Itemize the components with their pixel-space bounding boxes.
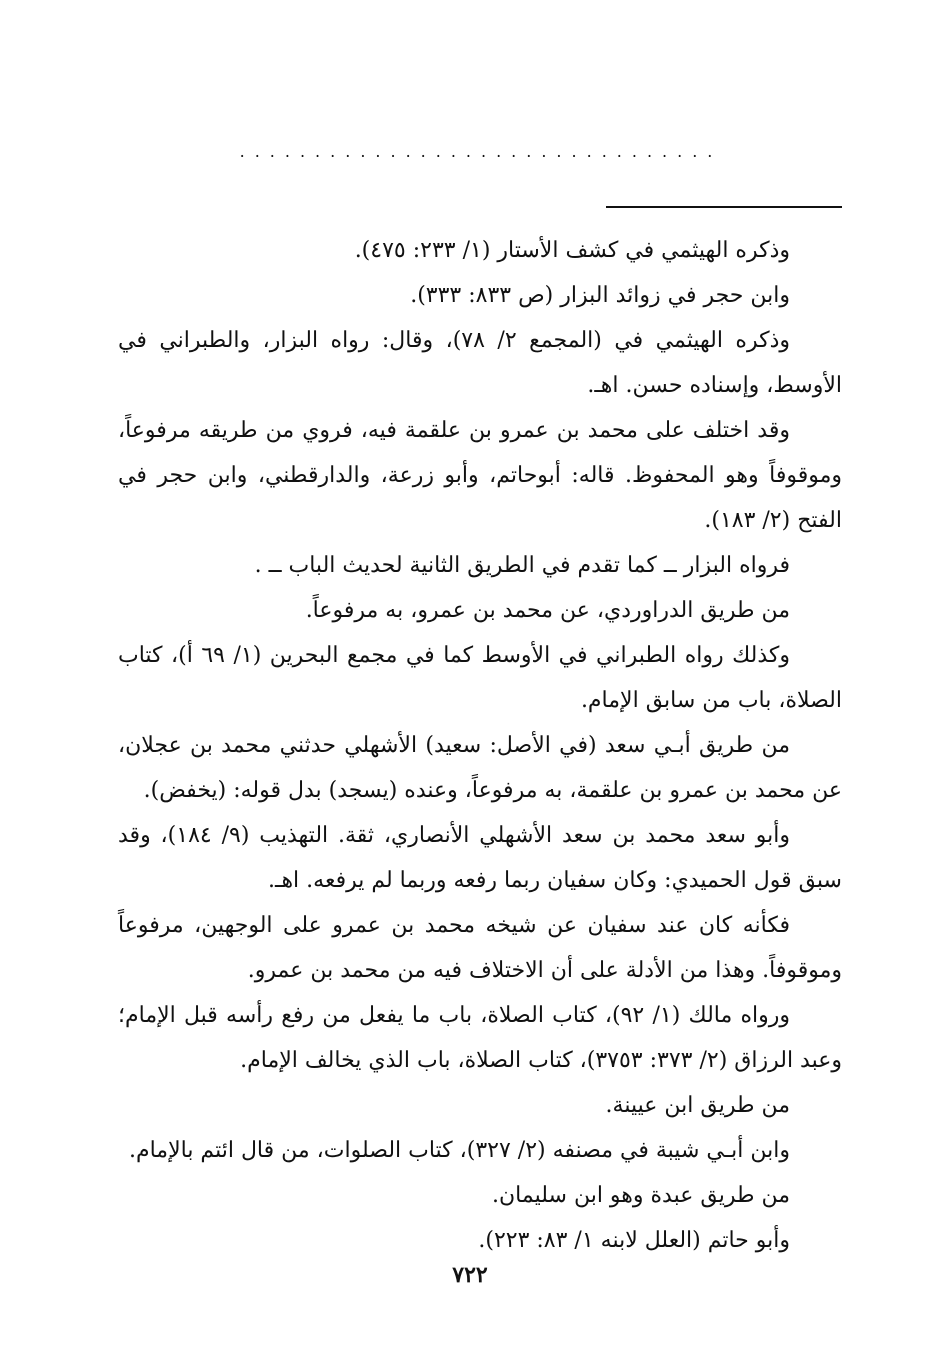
paragraph: وابن حجر في زوائد البزار (ص ٨٣٣: ٣٣٣). xyxy=(410,283,790,308)
paragraph: وذكره الهيثمي في (المجمع ٢/ ٧٨)، وقال: رواه البزار، والطبراني في الأوسط، وإسناده حسن. اهـ. xyxy=(118,328,842,398)
paragraph: فكأنه كان عند سفيان عن شيخه محمد بن عمرو على الوجهين، مرفوعاً وموقوفاً. وهذا من الأدلة على أن الاختلاف فيه من محمد بن عمرو. xyxy=(118,913,842,983)
page-number: ٧٢٢ xyxy=(452,1262,488,1288)
dotted-separator: ................................ xyxy=(239,143,723,161)
paragraph: ورواه مالك (١/ ٩٢)، كتاب الصلاة، باب ما يفعل من رفع رأسه قبل الإمام؛ وعبد الرزاق (٢/ ٣٧٣: ٣٧٥٣)، كتاب الصلاة، باب الذي يخالف الإمام. xyxy=(118,1003,842,1073)
paragraph: من طريق ابن عيينة. xyxy=(605,1093,790,1118)
paragraph: وذكره الهيثمي في كشف الأستار (١/ ٢٣٣: ٤٧٥). xyxy=(354,238,790,263)
paragraph: وقد اختلف على محمد بن عمرو بن علقمة فيه، فروي من طريقه مرفوعاً، وموقوفاً وهو المحفوظ. قاله: أبوحاتم، وأبو زرعة، والدارقطني، وابن حجر في الفتح (٢/ ١٨٣). xyxy=(118,418,842,533)
paragraph: وأبو حاتم (العلل لابنه ١/ ٨٣: ٢٢٣). xyxy=(478,1228,790,1253)
footnote-body xyxy=(118,228,842,1263)
paragraph: وأبو سعد محمد بن سعد الأشهلي الأنصاري، ثقة. التهذيب (٩/ ١٨٤)، وقد سبق قول الحميدي: وكان سفيان ربما رفعه وربما لم يرفعه. اهـ. xyxy=(118,823,842,893)
paragraph: من طريق الدراوردي، عن محمد بن عمرو، به مرفوعاً. xyxy=(305,598,790,623)
paragraph: وكذلك رواه الطبراني في الأوسط كما في مجمع البحرين (١/ ٦٩ أ)، كتاب الصلاة، باب من سابق الإمام. xyxy=(118,643,842,713)
paragraph: من طريق عبدة وهو ابن سليمان. xyxy=(492,1183,790,1208)
footnote-rule xyxy=(606,206,842,208)
paragraph: من طريق أبـي سعد (في الأصل: سعيد) الأشهلي حدثني محمد بن عجلان، عن محمد بن عمرو بن علقمة، به مرفوعاً، وعنده (يسجد) بدل قوله: (يخفض). xyxy=(118,733,842,803)
paragraph: فرواه البزار ــ كما تقدم في الطريق الثانية لحديث الباب ــ . xyxy=(254,553,790,578)
paragraph: وابن أبـي شيبة في مصنفه (٢/ ٣٢٧)، كتاب الصلوات، من قال ائتم بالإمام. xyxy=(128,1138,790,1163)
